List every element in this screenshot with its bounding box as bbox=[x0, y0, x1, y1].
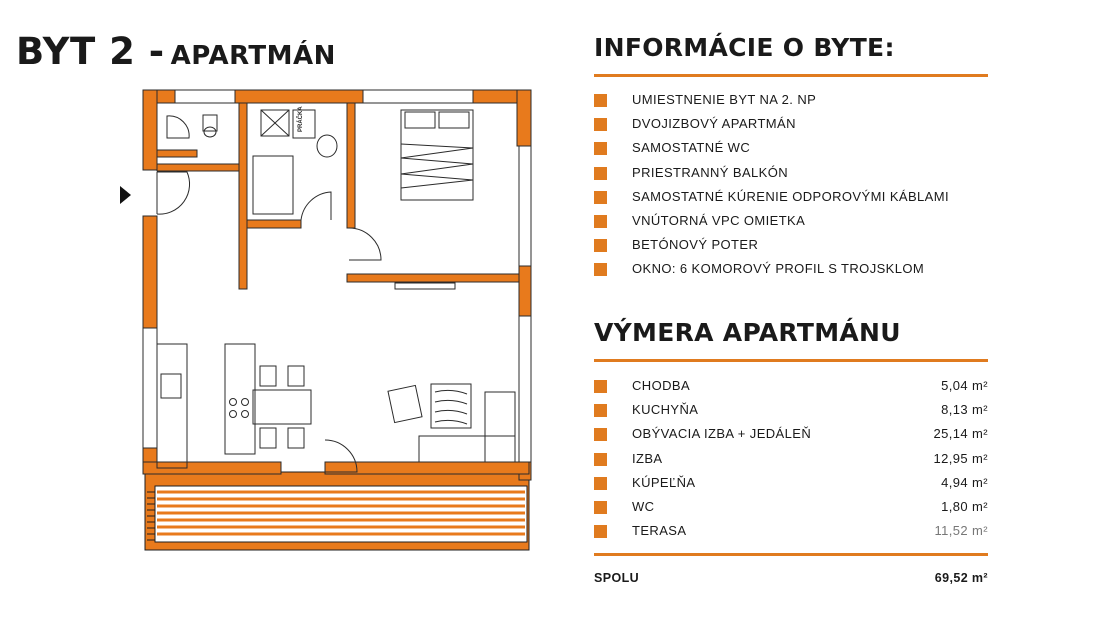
area-divider bbox=[594, 359, 988, 362]
list-item: BETÓNOVÝ POTER bbox=[594, 233, 988, 257]
bullet-icon bbox=[594, 380, 607, 393]
bullet-icon bbox=[594, 263, 607, 276]
wc-room bbox=[167, 115, 217, 138]
page-title bbox=[16, 30, 336, 73]
area-row: TERASA 11,52 m² bbox=[594, 519, 988, 543]
terrace bbox=[145, 472, 529, 550]
area-row: KÚPEĽŇA 4,94 m² bbox=[594, 471, 988, 495]
area-list bbox=[594, 374, 988, 543]
kitchen bbox=[157, 344, 255, 468]
total-label: SPOLU bbox=[594, 571, 640, 585]
list-item: SAMOSTATNÉ WC bbox=[594, 136, 988, 160]
title-main: BYT 2 - bbox=[16, 30, 165, 73]
living-room bbox=[325, 384, 515, 472]
bullet-icon bbox=[594, 404, 607, 417]
list-item: UMIESTNENIE BYT NA 2. NP bbox=[594, 88, 988, 112]
bullet-icon bbox=[594, 191, 607, 204]
area-row: OBÝVACIA IZBA + JEDÁLEŇ 25,14 m² bbox=[594, 422, 988, 446]
bullet-icon bbox=[594, 428, 607, 441]
floor-plan bbox=[115, 88, 545, 558]
bullet-icon bbox=[594, 215, 607, 228]
list-item: DVOJIZBOVÝ APARTMÁN bbox=[594, 112, 988, 136]
bathroom bbox=[253, 110, 337, 220]
info-heading: INFORMÁCIE O BYTE: bbox=[594, 33, 895, 62]
bullet-icon bbox=[594, 453, 607, 466]
washer-label: PRÁČKA bbox=[298, 106, 304, 132]
area-row: IZBA 12,95 m² bbox=[594, 447, 988, 471]
entrance bbox=[120, 172, 190, 214]
bullet-icon bbox=[594, 94, 607, 107]
bullet-icon bbox=[594, 167, 607, 180]
total-divider bbox=[594, 553, 988, 556]
area-heading: VÝMERA APARTMÁNU bbox=[594, 318, 901, 347]
list-item: VNÚTORNÁ VPC OMIETKA bbox=[594, 209, 988, 233]
list-item: SAMOSTATNÉ KÚRENIE ODPOROVÝMI KÁBLAMI bbox=[594, 185, 988, 209]
bullet-icon bbox=[594, 525, 607, 538]
title-sub: APARTMÁN bbox=[170, 41, 336, 71]
area-row: WC 1,80 m² bbox=[594, 495, 988, 519]
bullet-icon bbox=[594, 239, 607, 252]
info-list bbox=[594, 88, 988, 282]
info-divider bbox=[594, 74, 988, 77]
total-value: 69,52 m² bbox=[934, 571, 988, 585]
bullet-icon bbox=[594, 477, 607, 490]
list-item: PRIESTRANNÝ BALKÓN bbox=[594, 161, 988, 185]
bullet-icon bbox=[594, 501, 607, 514]
total-row bbox=[594, 571, 988, 587]
list-item: OKNO: 6 KOMOROVÝ PROFIL S TROJSKLOM bbox=[594, 257, 988, 281]
bullet-icon bbox=[594, 118, 607, 131]
bullet-icon bbox=[594, 142, 607, 155]
bedroom bbox=[349, 110, 473, 289]
dining-set bbox=[253, 366, 311, 448]
area-row: KUCHYŇA 8,13 m² bbox=[594, 398, 988, 422]
area-row: CHODBA 5,04 m² bbox=[594, 374, 988, 398]
